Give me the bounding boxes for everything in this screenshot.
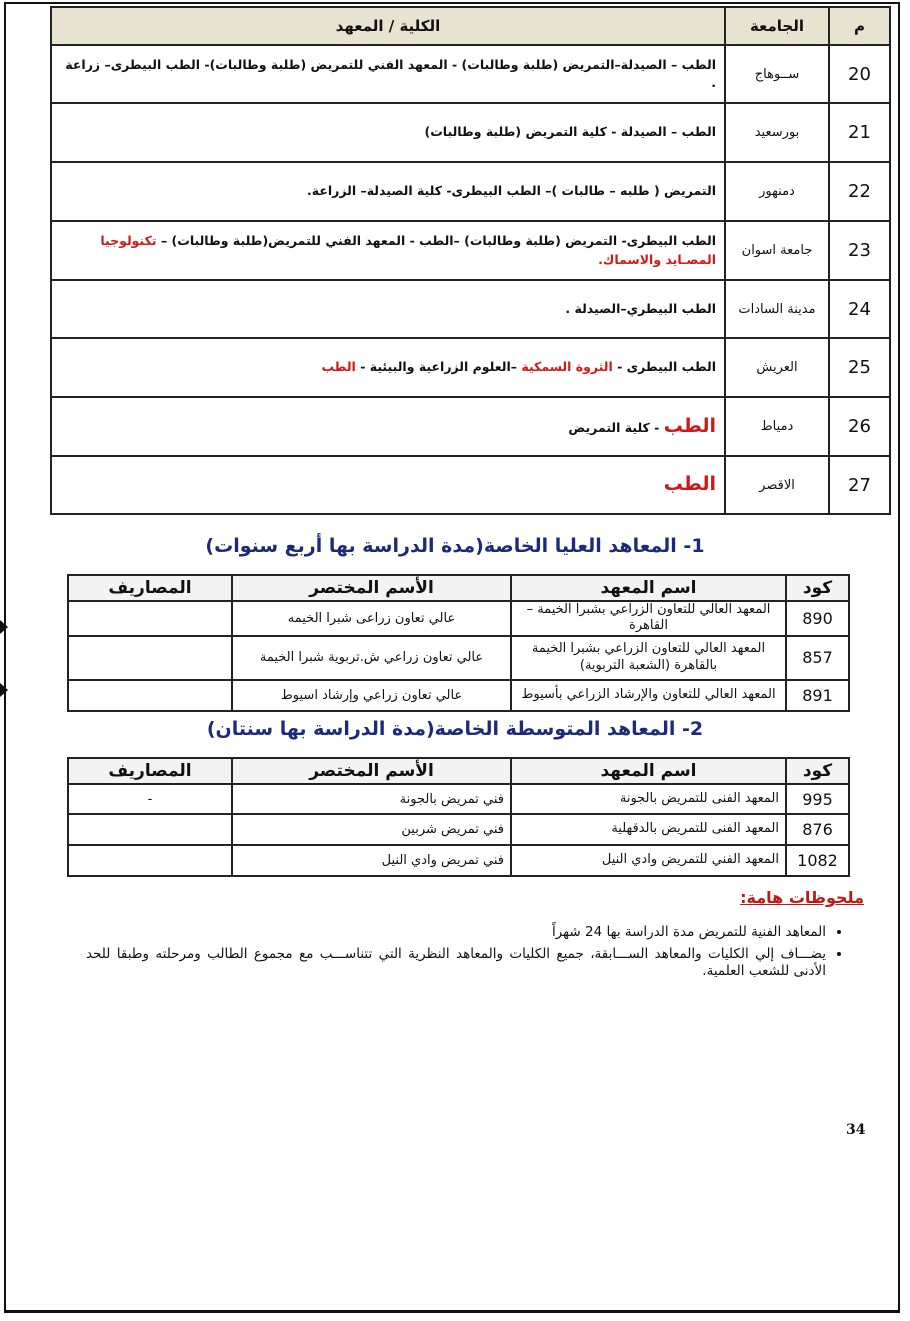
institute-fees [68, 680, 232, 711]
faculty-list [51, 456, 725, 514]
institute-name: المعهد الفني للتمريض وادي النيل [511, 845, 786, 876]
university-name: ســوهاج [725, 45, 829, 103]
section-title: 1- المعاهد العليا الخاصة(مدة الدراسة بها أربع سنوات) [205, 535, 705, 557]
row-number: 27 [829, 456, 890, 514]
table-row [68, 845, 849, 876]
table-row [68, 636, 849, 680]
faculty-list [51, 397, 725, 456]
institute-fees [68, 845, 232, 876]
page-number: 34 [846, 1122, 866, 1138]
institute-short-name: عالي تعاون زراعى شبرا الخيمه [232, 601, 511, 636]
university-name: جامعة اسوان [725, 221, 829, 280]
intermediate-institutes-table [67, 757, 850, 877]
institute-short-name: فني تمريض بالجونة [232, 784, 511, 814]
table-header-row [68, 575, 849, 601]
higher-institutes-table [67, 574, 850, 712]
header-code: كود [786, 758, 849, 784]
row-number: 21 [829, 103, 890, 162]
header-short-name: الأسم المختصر [232, 758, 511, 784]
header-university: الجامعة [725, 7, 829, 45]
institute-short-name: فني تمريض شربين [232, 814, 511, 845]
institute-name: المعهد العالي للتعاون والإرشاد الزراعي بأسيوط [511, 680, 786, 711]
institute-short-name: عالي تعاون زراعي ش.تربوية شبرا الخيمة [232, 636, 511, 680]
faculty-list: الطب البيطري–الصيدلة . [51, 280, 725, 338]
faculty-highlight: الثروة السمكية [521, 359, 613, 375]
table-row [51, 103, 890, 162]
header-institute-name: اسم المعهد [511, 575, 786, 601]
faculty-list: التمريض ( طلبه – طالبات )– الطب البيطرى- كلية الصيدلة– الزراعة. [51, 162, 725, 221]
header-num: م [829, 7, 890, 45]
row-number: 24 [829, 280, 890, 338]
university-name: بورسعيد [725, 103, 829, 162]
table-row [51, 397, 890, 456]
institute-fees [68, 601, 232, 636]
faculty-text: الطب البيطرى - [612, 359, 716, 375]
institute-code: 890 [786, 601, 849, 636]
table-header-row [51, 7, 890, 45]
row-number: 26 [829, 397, 890, 456]
institute-fees [68, 814, 232, 845]
institute-fees [68, 636, 232, 680]
universities-table [50, 6, 891, 515]
university-name: مدينة السادات [725, 280, 829, 338]
institute-short-name: عالي تعاون زراعي وإرشاد اسيوط [232, 680, 511, 711]
faculty-highlight: تكنولوجيا المصـايد والاسماك. [100, 233, 716, 267]
university-name: العريش [725, 338, 829, 397]
faculty-highlight: الطب [321, 359, 356, 375]
table-row [51, 45, 890, 103]
faculty-text: الطب البيطرى- التمريض (طلبة وطالبات) –الطب - المعهد الفني للتمريض(طلبة وطالبات) – [160, 233, 716, 249]
institute-name: المعهد العالي للتعاون الزراعي بشبرا الخيمة بالقاهرة (الشعبة التربوية) [511, 636, 786, 680]
table-row [51, 280, 890, 338]
table-row [68, 814, 849, 845]
table-row [51, 338, 890, 397]
row-number: 25 [829, 338, 890, 397]
faculty-text: - كلية التمريض [568, 419, 664, 435]
institute-code: 876 [786, 814, 849, 845]
row-number: 22 [829, 162, 890, 221]
table-row [68, 601, 849, 636]
row-number: 20 [829, 45, 890, 103]
institute-name: المعهد العالي للتعاون الزراعي بشبرا الخيمة – القاهرة [511, 601, 786, 636]
university-name: دمنهور [725, 162, 829, 221]
section-title: 2- المعاهد المتوسطة الخاصة(مدة الدراسة بها سنتان) [206, 718, 704, 740]
institute-short-name: فني تمريض وادي النيل [232, 845, 511, 876]
header-fees: المصاريف [68, 575, 232, 601]
note-item: • المعاهد الفنية للتمريض مدة الدراسة بها 24 شهراً [86, 924, 826, 942]
institute-fees: - [68, 784, 232, 814]
institute-name: المعهد الفنى للتمريض بالدقهلية [511, 814, 786, 845]
header-fees: المصاريف [68, 758, 232, 784]
faculty-text: –العلوم الزراعية والبيئية - [355, 359, 522, 375]
institute-code: 1082 [786, 845, 849, 876]
faculty-list: الطب – الصيدلة - كلية التمريض (طلبة وطالبات) [51, 103, 725, 162]
header-short-name: الأسم المختصر [232, 575, 511, 601]
institute-name: المعهد الفنى للتمريض بالجونة [511, 784, 786, 814]
notes-title: ملحوظات هامة: [740, 888, 864, 907]
faculty-highlight: الطب [663, 414, 716, 437]
university-name: دمياط [725, 397, 829, 456]
row-number: 23 [829, 221, 890, 280]
faculty-list [51, 338, 725, 397]
institute-code: 891 [786, 680, 849, 711]
header-faculty: الكلية / المعهد [51, 7, 725, 45]
table-row [51, 221, 890, 280]
institute-code: 857 [786, 636, 849, 680]
header-code: كود [786, 575, 849, 601]
table-row [51, 456, 890, 514]
faculty-list: الطب – الصيدلة–التمريض (طلبة وطالبات) - المعهد الفني للتمريض (طلبة وطالبات)- الطب البيطرى– زراعة . [51, 45, 725, 103]
header-institute-name: اسم المعهد [511, 758, 786, 784]
edge-marker [0, 620, 8, 634]
institute-code: 995 [786, 784, 849, 814]
faculty-list [51, 221, 725, 280]
table-row [68, 680, 849, 711]
edge-marker [0, 683, 8, 697]
university-name: الاقصر [725, 456, 829, 514]
faculty-highlight: الطب [663, 473, 716, 496]
table-row [51, 162, 890, 221]
notes-list [86, 924, 844, 985]
table-header-row [68, 758, 849, 784]
table-row [68, 784, 849, 814]
note-item: • يضـــاف إلي الكليات والمعاهد الســـابقة، جميع الكليات والمعاهد النظرية التي تتناســـب مع مجموع الطالب ومرحلته وطبقا للحد الأدنى للشعب العلمية. [86, 946, 826, 981]
